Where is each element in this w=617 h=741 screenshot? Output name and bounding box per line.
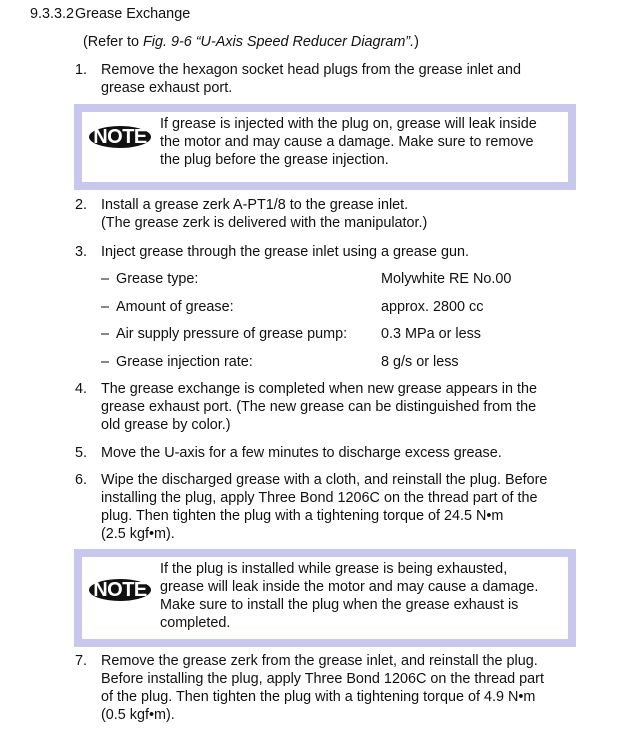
spec-label: Air supply pressure of grease pump: [116, 326, 348, 342]
spec-dash: – [101, 354, 110, 370]
step-text-line: installing the plug, apply Three Bond 1206C on the thread part of the [101, 490, 538, 506]
step-text-line: old grease by color.) [101, 417, 231, 433]
step-number: 6. [75, 472, 88, 488]
note-panel [82, 112, 568, 182]
spec-label: Amount of grease: [116, 299, 234, 315]
note-box [74, 104, 576, 190]
note-text-line: grease will leak inside the motor and may cause a damage. [160, 579, 539, 595]
note-icon: NOTE [89, 579, 151, 601]
step-text-line: grease exhaust port. (The new grease can be distinguished from the [101, 399, 537, 415]
section-number: 9.3.3.2 [30, 6, 75, 22]
spec-dash: – [101, 326, 110, 342]
step-number: 2. [75, 197, 88, 213]
spec-value: 0.3 MPa or less [381, 326, 481, 342]
step-text-line: (2.5 kgf•m). [101, 526, 175, 542]
note-text-line: If the plug is installed while grease is being exhausted, [160, 561, 508, 577]
figure-reference [83, 33, 419, 51]
step-text-line: of the plug. Then tighten the plug with a tightening torque of 4.9 N•m [101, 689, 536, 705]
step-number: 5. [75, 445, 88, 461]
step-text-line: (The grease zerk is delivered with the manipulator.) [101, 215, 428, 231]
note-icon: NOTE [89, 126, 151, 148]
note-text-line: If grease is injected with the plug on, grease will leak inside [160, 116, 537, 132]
step-number: 4. [75, 381, 88, 397]
step-number: 1. [75, 62, 88, 78]
step-text-line: The grease exchange is completed when new grease appears in the [101, 381, 537, 397]
step-number: 7. [75, 653, 88, 669]
spec-label: Grease injection rate: [116, 354, 253, 370]
step-text-line: grease exhaust port. [101, 80, 233, 96]
note-text-line: Make sure to install the plug when the grease exhaust is [160, 597, 519, 613]
figure-link[interactable]: Fig. 9-6 “U-Axis Speed Reducer Diagram”. [142, 34, 415, 50]
spec-value: 8 g/s or less [381, 354, 459, 370]
refer-suffix: ) [414, 34, 419, 50]
step-text-line: (0.5 kgf•m). [101, 707, 175, 723]
step-text-line: Wipe the discharged grease with a cloth, and reinstall the plug. Before [101, 472, 548, 488]
spec-dash: – [101, 271, 110, 287]
step-text-line: Inject grease through the grease inlet using a grease gun. [101, 244, 470, 260]
note-text-line: completed. [160, 615, 231, 631]
note-text-line: the motor and may cause a damage. Make sure to remove [160, 134, 534, 150]
spec-label: Grease type: [116, 271, 199, 287]
step-text-line: Before installing the plug, apply Three Bond 1206C on the thread part [101, 671, 544, 687]
note-box [74, 549, 576, 647]
step-text-line: Remove the hexagon socket head plugs from the grease inlet and [101, 62, 521, 78]
step-text-line: plug. Then tighten the plug with a tightening torque of 24.5 N•m [101, 508, 504, 524]
step-text-line: Remove the grease zerk from the grease inlet, and reinstall the plug. [101, 653, 538, 669]
refer-prefix: (Refer to [83, 34, 143, 50]
spec-dash: – [101, 299, 110, 315]
note-text-line: the plug before the grease injection. [160, 152, 389, 168]
note-panel [82, 557, 568, 639]
step-text-line: Move the U-axis for a few minutes to discharge excess grease. [101, 445, 502, 461]
section-title: Grease Exchange [75, 6, 191, 22]
spec-value: Molywhite RE No.00 [381, 271, 512, 287]
step-text-line: Install a grease zerk A-PT1/8 to the grease inlet. [101, 197, 409, 213]
spec-value: approx. 2800 cc [381, 299, 484, 315]
step-number: 3. [75, 244, 88, 260]
